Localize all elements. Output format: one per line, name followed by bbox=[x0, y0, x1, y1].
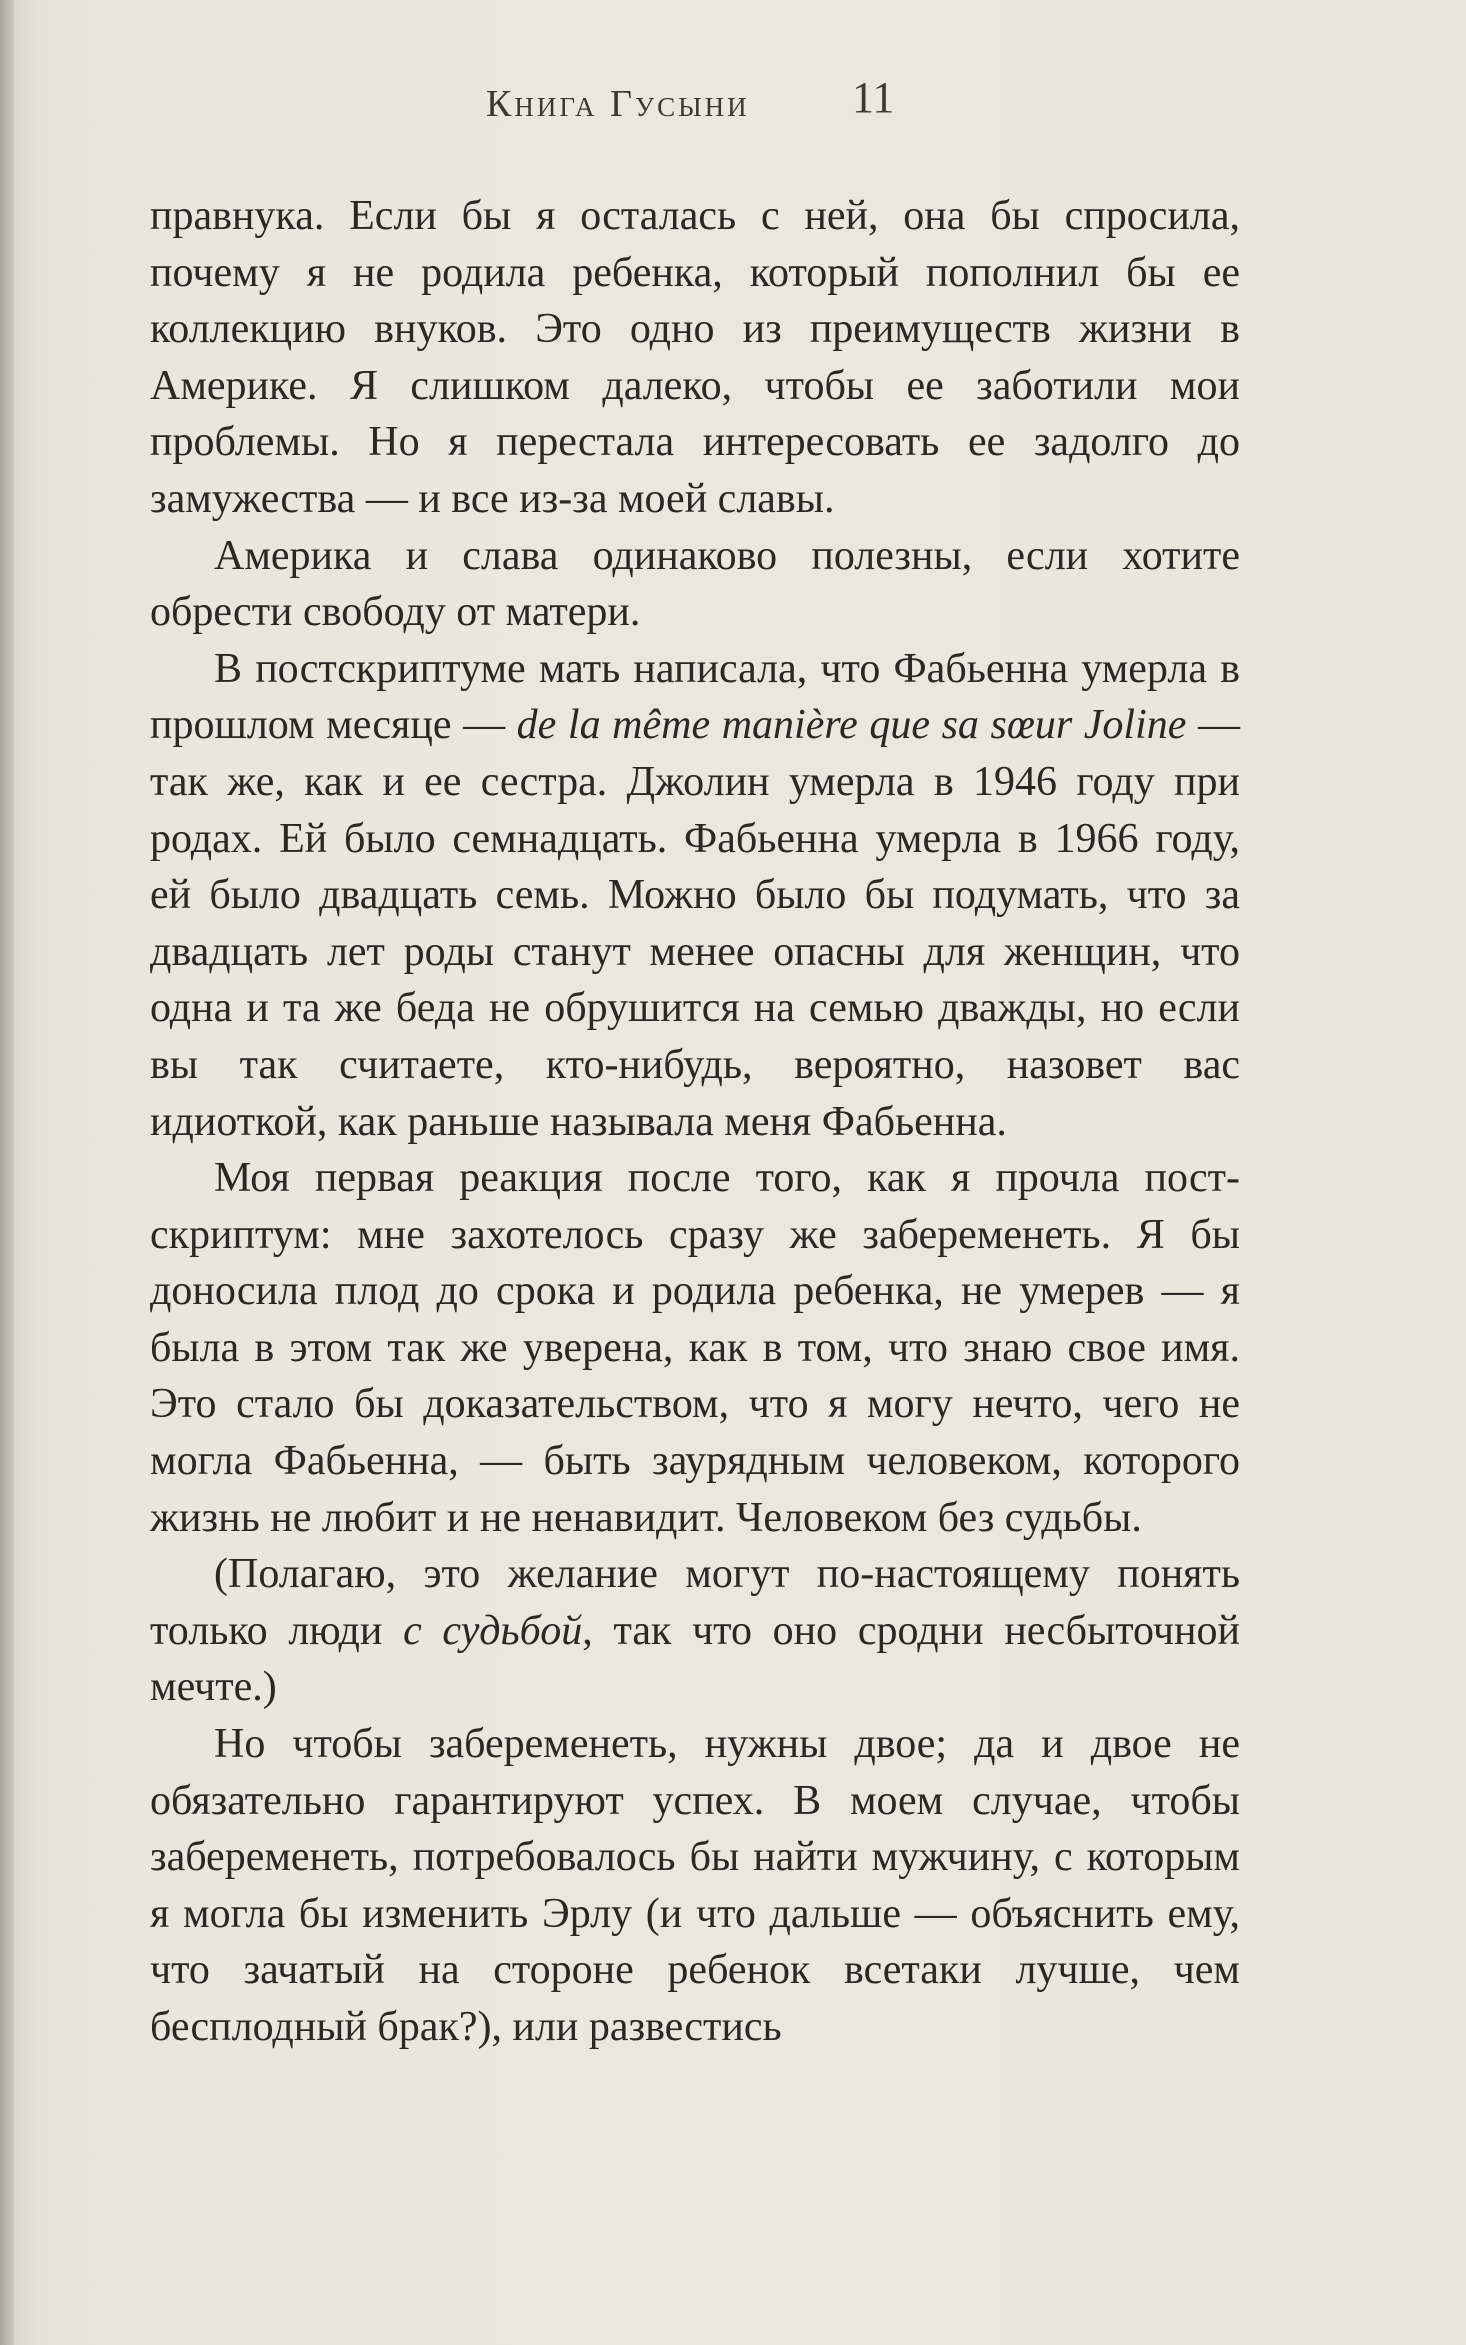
paragraph-2: Америка и слава одинаково полезны, если хотите обрести свободу от матери. bbox=[150, 532, 1240, 636]
paragraph-4: Моя первая реакция после того, как я прочла постскриптум: мне захотелось сразу же забеременеть. Я бы доносила плод до срока и родила ребенка, не умерев — я была в этом так же уверена, как в том, что знаю свое имя. Это стало бы доказательством, что я могу нечто, чего не могла Фабьенна, — быть заурядным человеком, которого жизнь не любит и не ненавидит. Человеком без судьбы. bbox=[150, 1155, 1240, 1541]
french-quote: de la même manière que sa sœur Joline bbox=[516, 702, 1187, 749]
paragraph-5 bbox=[150, 1546, 1240, 1716]
page-edge bbox=[0, 0, 14, 2345]
page-number: 11 bbox=[852, 73, 895, 122]
paragraph-3-start: В постскриптуме мать написала, что Фабьенна умерла в прошлом месяце — bbox=[150, 645, 1240, 749]
paragraph-5-end: , так что оно сродни несбыточной мечте.) bbox=[150, 1607, 1241, 1711]
paragraph-3-end: — так же, как и ее сестра. Джолин умерла в 1946 году при родах. Ей было семнадцать. Фабьенна умерла в 1966 году, ей было двадцать семь. Можно было бы подумать, что за двадцать лет роды станут менее опасны для женщин, что одна и та же беда не обрушится на семью дважды, но если вы так считаете, кто-нибудь, вероятно, назовет вас идиоткой, как раньше называла меня Фабьенна. bbox=[150, 702, 1241, 1145]
body-text bbox=[150, 188, 1240, 2056]
emphasis-with-fate: с судьбой bbox=[403, 1607, 583, 1654]
book-title: Книга Гусыни bbox=[486, 83, 750, 125]
paragraph-3 bbox=[150, 641, 1240, 1150]
paragraph-5-start: (Полагаю, это желание могут по-настоящему понять только люди bbox=[150, 1551, 1240, 1654]
paragraph-6: Но чтобы забеременеть, нужны двое; да и двое не обязательно гарантируют успех. В моем случае, чтобы забеременеть, потребовалось бы найти мужчину, с которым я могла бы изменить Эрлу (и что дальше — объяснить ему, что зачатый на стороне ребенок всетаки лучше, чем бесплодный брак?), или развестись bbox=[150, 1721, 1240, 2050]
running-head bbox=[0, 72, 1466, 132]
paragraph-1: правнука. Если бы я осталась с ней, она бы спросила, почему я не родила ребенка, который пополнил бы ее коллекцию внуков. Это одно из преимуществ жизни в Америке. Я слишком далеко, чтобы ее заботили мои проблемы. Но я перестала интересовать ее задолго до замужества — и все из-за моей славы. bbox=[150, 193, 1240, 522]
